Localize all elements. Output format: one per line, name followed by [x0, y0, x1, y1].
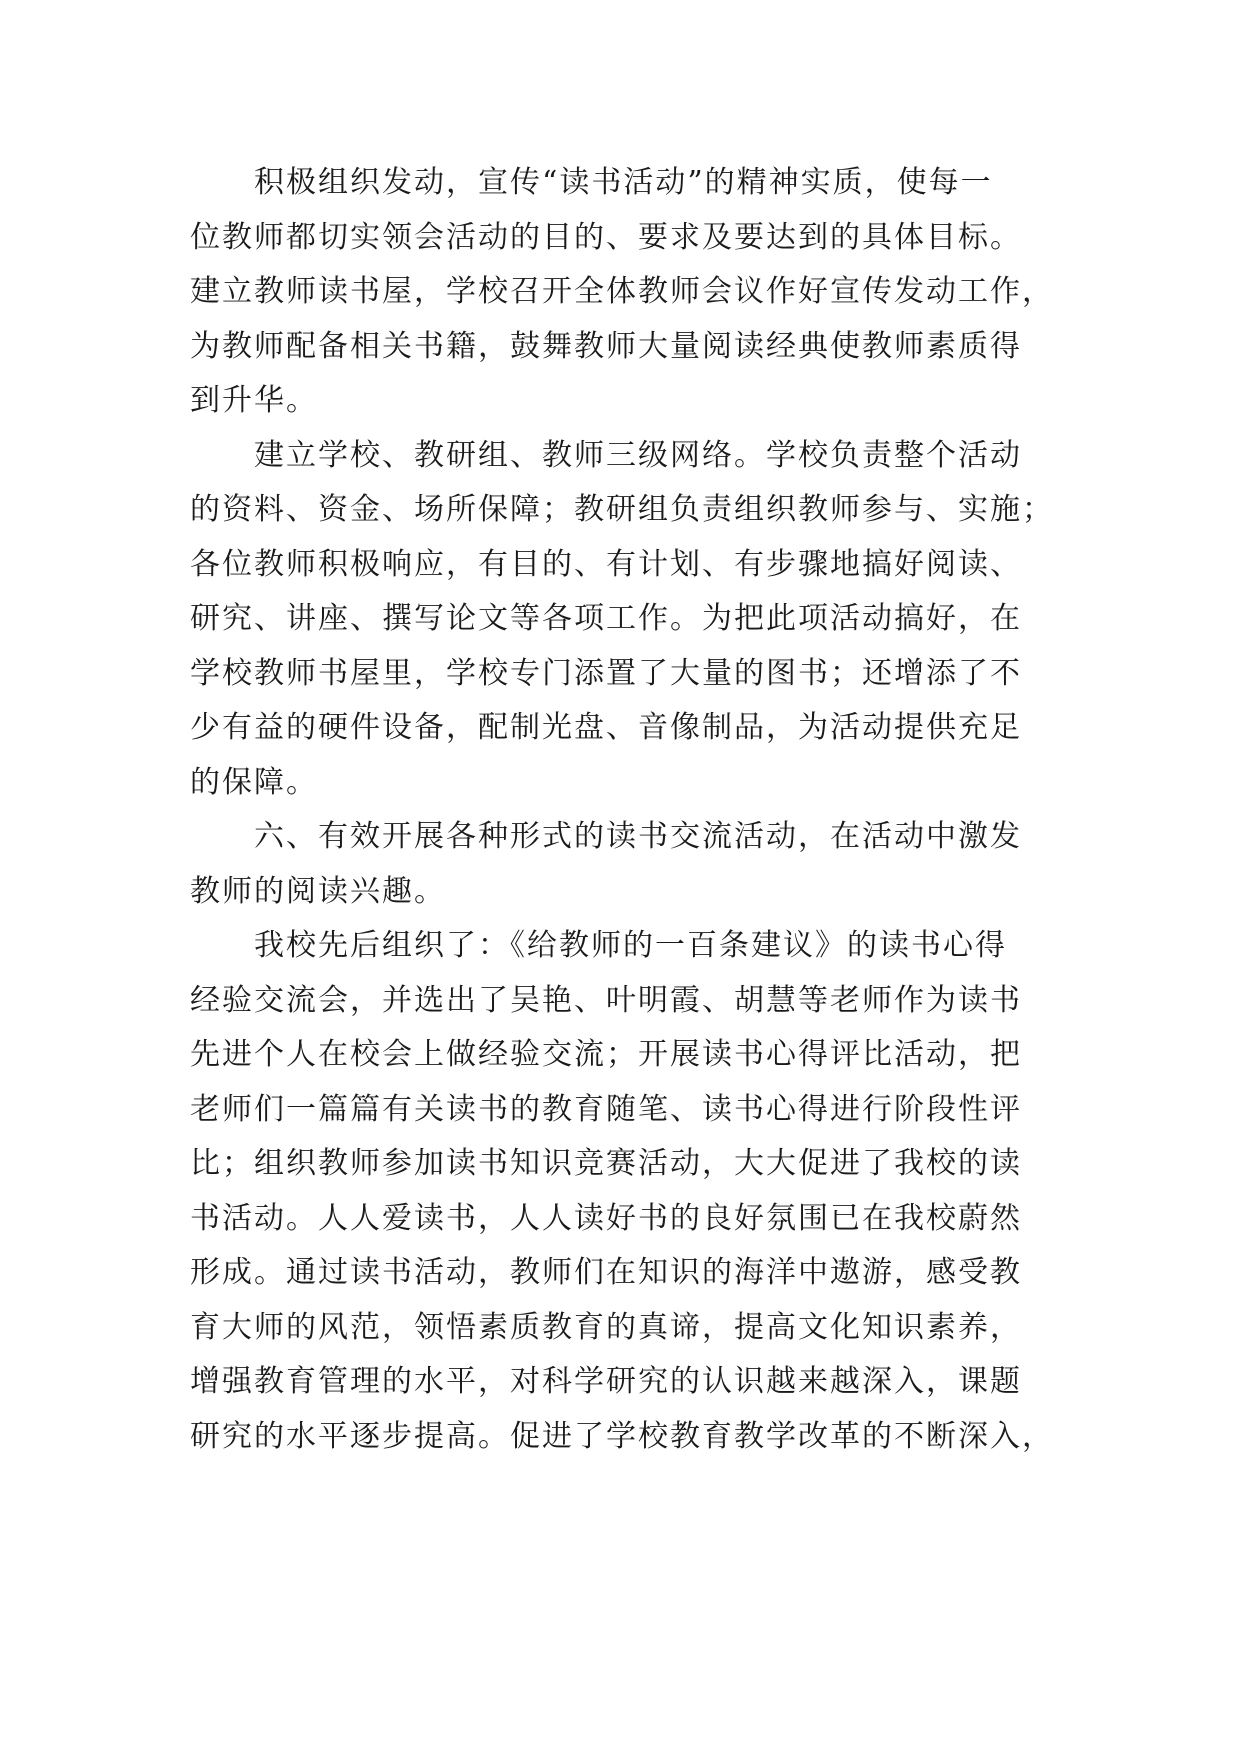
text-line: 建立学校、教研组、教师三级网络。学校负责整个活动 [254, 437, 1022, 473]
text-line: 的资料、资金、场所保障；教研组负责组织教师参与、实施； [190, 492, 1054, 527]
text-line: 研究的水平逐步提高。促进了学校教育教学改革的不断深入， [190, 1418, 1054, 1454]
text-line: 学校教师书屋里，学校专门添置了大量的图书；还增添了不 [190, 655, 1022, 691]
text-line: 建立教师读书屋，学校召开全体教师会议作好宣传发动工作， [190, 274, 1054, 309]
text-line: 为教师配备相关书籍，鼓舞教师大量阅读经典使教师素质得 [190, 328, 1022, 364]
text-line: 增强教育管理的水平，对科学研究的认识越来越深入，课题 [190, 1364, 1022, 1399]
text-line: 先进个人在校会上做经验交流；开展读书心得评比活动，把 [190, 1037, 1022, 1072]
text-line: 到升华。 [190, 383, 318, 418]
text-line: 经验交流会，并选出了吴艳、叶明霞、胡慧等老师作为读书 [190, 982, 1022, 1018]
text-line: 位教师都切实领会活动的目的、要求及要达到的具体目标。 [190, 219, 1022, 255]
text-line: 研究、讲座、撰写论文等各项工作。为把此项活动搞好，在 [190, 601, 1022, 636]
text-line: 比；组织教师参加读书知识竞赛活动，大大促进了我校的读 [190, 1146, 1022, 1181]
document-body [190, 156, 1080, 1464]
text-line: 老师们一篇篇有关读书的教育随笔、读书心得进行阶段性评 [190, 1091, 1022, 1127]
text-line: 我校先后组织了：《给教师的一百条建议》的读书心得 [254, 928, 1007, 963]
text-line: 积极组织发动，宣传“读书活动”的精神实质，使每一 [254, 165, 993, 200]
section-heading-line: 教师的阅读兴趣。 [190, 873, 446, 909]
text-line: 各位教师积极响应，有目的、有计划、有步骤地搞好阅读、 [190, 546, 1022, 582]
text-line: 形成。通过读书活动，教师们在知识的海洋中遨游，感受教 [190, 1255, 1022, 1290]
text-line: 育大师的风范，领悟素质教育的真谛，提高文化知识素养， [190, 1309, 1022, 1345]
section-heading-line: 六、有效开展各种形式的读书交流活动，在活动中激发 [254, 819, 1022, 854]
text-line: 的保障。 [190, 764, 318, 800]
text-line: 书活动。人人爱读书，人人读好书的良好氛围已在我校蔚然 [190, 1200, 1022, 1236]
text-line: 少有益的硬件设备，配制光盘、音像制品，为活动提供充足 [190, 710, 1022, 745]
